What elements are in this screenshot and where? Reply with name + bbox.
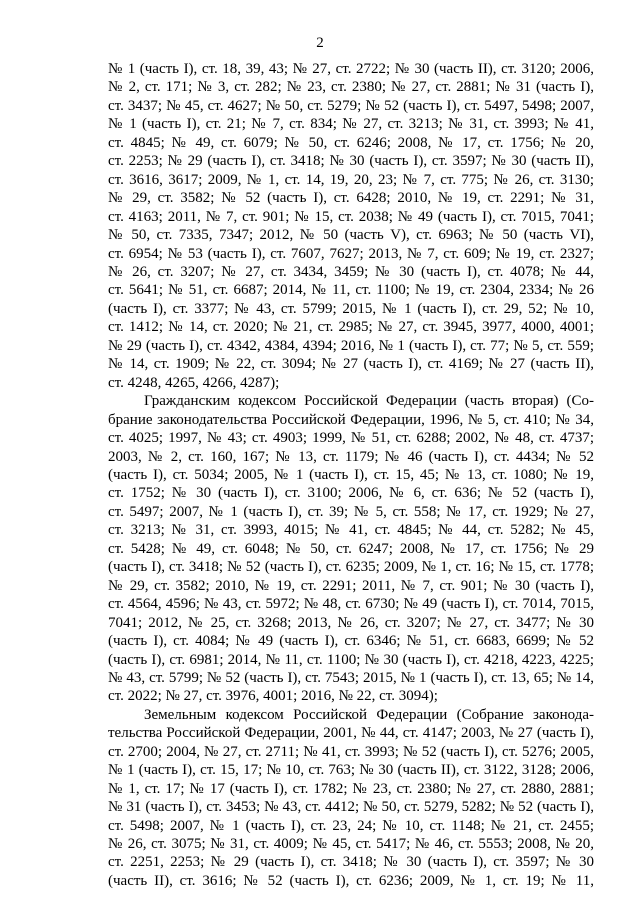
text-line: № 1, ст. 17; № 17 (часть I), ст. 1782; № 23, ст. 2380; № 27, ст. 2880, 2881; xyxy=(108,780,594,797)
text-line: Земельным кодексом Российской Федерации (Собрание законода- xyxy=(144,706,594,723)
text-line: № 50, ст. 7335, 7347; 2012, № 50 (часть V), ст. 6963; № 50 (часть VI), xyxy=(108,227,594,244)
text-line: Гражданским кодексом Российской Федерации (часть вторая) (Со- xyxy=(144,393,594,410)
text-line: ст. 2700; 2004, № 27, ст. 2711; № 41, ст. 3993; № 52 (часть I), ст. 5276; 2005, xyxy=(108,743,594,760)
text-line: (часть I), ст. 6981; 2014, № 11, ст. 1100; № 30 (часть I), ст. 4218, 4223, 4225; xyxy=(108,651,594,668)
text-line: ст. 2253; № 29 (часть I), ст. 3418; № 30 (часть I), ст. 3597; № 30 (часть II), xyxy=(108,153,594,170)
text-line: ст. 1412; № 14, ст. 2020; № 21, ст. 2985; № 27, ст. 3945, 3977, 4000, 4001; xyxy=(108,319,594,336)
text-line: ст. 5498; 2007, № 1 (часть I), ст. 23, 24; № 10, ст. 1148; № 21, ст. 2455; xyxy=(108,817,594,834)
document-body xyxy=(108,60,594,890)
text-line: ст. 4248, 4265, 4266, 4287); xyxy=(108,374,280,391)
text-line: № 43, ст. 5799; № 52 (часть I), ст. 7543; 2015, № 1 (часть I), ст. 13, 65; № 14, xyxy=(108,669,594,686)
text-line: № 1 (часть I), ст. 18, 39, 43; № 27, ст. 2722; № 30 (часть II), ст. 3120; 2006, xyxy=(108,61,594,77)
text-line: 7041; 2012, № 25, ст. 3268; 2013, № 26, ст. 3207; № 27, ст. 3477; № 30 xyxy=(108,614,594,631)
text-line: ст. 6954; № 53 (часть I), ст. 7607, 7627; 2013, № 7, ст. 609; № 19, ст. 2327; xyxy=(108,245,594,262)
text-line: ст. 5497; 2007, № 1 (часть I), ст. 39; № 5, ст. 558; № 17, ст. 1929; № 27, xyxy=(108,503,594,520)
text-line: (часть I), ст. 3377; № 43, ст. 5799; 2015, № 1 (часть I), ст. 29, 52; № 10, xyxy=(108,300,594,317)
text-line: 2003, № 2, ст. 160, 167; № 13, ст. 1179; № 46 (часть I), ст. 4434; № 52 xyxy=(108,448,594,465)
paragraph-civil-code-part-two xyxy=(108,392,594,706)
text-line: брание законодательства Российской Федерации, 1996, № 5, ст. 410; № 34, xyxy=(108,411,594,428)
text-line: № 29 (часть I), ст. 4342, 4384, 4394; 2016, № 1 (часть I), ст. 77; № 5, ст. 559; xyxy=(108,337,594,354)
text-line: тельства Российской Федерации, 2001, № 44, ст. 4147; 2003, № 27 (часть I), xyxy=(108,725,594,742)
text-line: (часть II), ст. 3616; № 52 (часть I), ст. 6236; 2009, № 1, ст. 19; № 11, xyxy=(108,872,594,889)
text-line: ст. 5641; № 51, ст. 6687; 2014, № 11, ст. 1100; № 19, ст. 2304, 2334; № 26 xyxy=(108,282,594,299)
text-line: ст. 4845; № 49, ст. 6079; № 50, ст. 6246; 2008, № 17, ст. 1756; № 20, xyxy=(108,134,594,151)
text-line: № 31 (часть I), ст. 3453; № 43, ст. 4412; № 50, ст. 5279, 5282; № 52 (часть I), xyxy=(108,799,594,816)
text-line: № 2, ст. 171; № 3, ст. 282; № 23, ст. 2380; № 27, ст. 2881; № 31 (часть I), xyxy=(108,79,594,96)
text-line: ст. 2251, 2253; № 29 (часть I), ст. 3418; № 30 (часть I), ст. 3597; № 30 xyxy=(108,854,594,871)
text-line: № 1 (часть I), ст. 15, 17; № 10, ст. 763; № 30 (часть II), ст. 3122, 3128; 2006, xyxy=(108,762,594,779)
text-line: ст. 3616, 3617; 2009, № 1, ст. 14, 19, 20, 23; № 7, ст. 775; № 26, ст. 3130; xyxy=(108,171,594,188)
text-line: № 26, ст. 3075; № 31, ст. 4009; № 45, ст. 5417; № 46, ст. 5553; 2008, № 20, xyxy=(108,836,594,853)
text-line: (часть I), ст. 3418; № 52 (часть I), ст. 6235; 2009, № 1, ст. 16; № 15, ст. 1778; xyxy=(108,559,594,576)
text-line: ст. 5428; № 49, ст. 6048; № 50, ст. 6247; 2008, № 17, ст. 1756; № 29 xyxy=(108,540,594,557)
page-number: 2 xyxy=(316,35,324,51)
text-line: (часть I), ст. 5034; 2005, № 1 (часть I), ст. 15, 45; № 13, ст. 1080; № 19, xyxy=(108,466,594,483)
text-line: ст. 4025; 1997, № 43; ст. 4903; 1999, № 51, ст. 6288; 2002, № 48, ст. 4737; xyxy=(108,430,594,447)
text-line: № 29, ст. 3582; 2010, № 19, ст. 2291; 2011, № 7, ст. 901; № 30 (часть I), xyxy=(108,577,594,594)
text-line: ст. 4564, 4596; № 43, ст. 5972; № 48, ст. 6730; № 49 (часть I), ст. 7014, 7015, xyxy=(108,596,594,613)
paragraph-continuation xyxy=(108,60,594,392)
text-line: № 29, ст. 3582; № 52 (часть I), ст. 6428; 2010, № 19, ст. 2291; № 31, xyxy=(108,190,594,207)
text-line: ст. 4163; 2011, № 7, ст. 901; № 15, ст. 2038; № 49 (часть I), ст. 7015, 7041; xyxy=(108,208,594,225)
text-line: ст. 3437; № 45, ст. 4627; № 50, ст. 5279; № 52 (часть I), ст. 5497, 5498; 2007, xyxy=(108,97,594,114)
text-line: ст. 1752; № 30 (часть I), ст. 3100; 2006, № 6, ст. 636; № 52 (часть I), xyxy=(108,485,594,502)
text-line: № 26, ст. 3207; № 27, ст. 3434, 3459; № 30 (часть I), ст. 4078; № 44, xyxy=(108,263,594,280)
text-line: № 14, ст. 1909; № 22, ст. 3094; № 27 (часть I), ст. 4169; № 27 (часть II), xyxy=(108,356,594,373)
text-line: (часть I), ст. 4084; № 49 (часть I), ст. 6346; № 51, ст. 6683, 6699; № 52 xyxy=(108,633,594,650)
text-line: ст. 3213; № 31, ст. 3993, 4015; № 41, ст. 4845; № 44, ст. 5282; № 45, xyxy=(108,522,594,539)
text-line: ст. 2022; № 27, ст. 3976, 4001; 2016, № 22, ст. 3094); xyxy=(108,688,438,705)
text-line: № 1 (часть I), ст. 21; № 7, ст. 834; № 27, ст. 3213; № 31, ст. 3993; № 41, xyxy=(108,116,594,133)
paragraph-land-code xyxy=(108,706,594,891)
